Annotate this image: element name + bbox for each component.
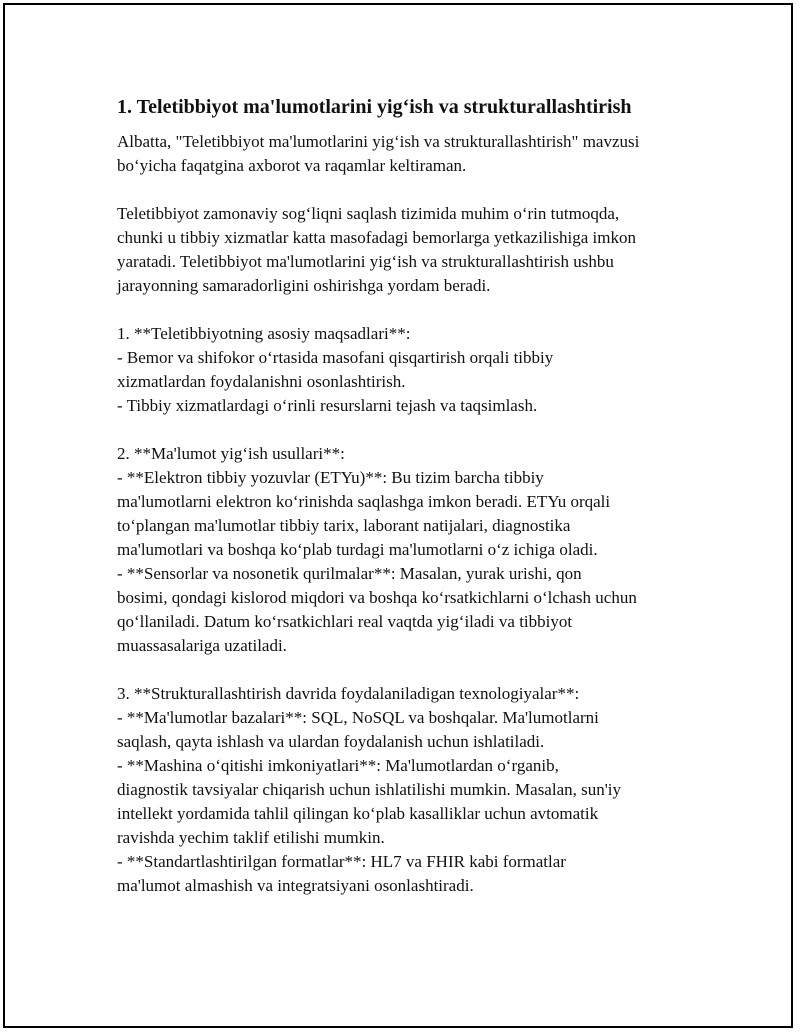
document-title: 1. Teletibbiyot ma'lumotlarini yig‘ish va strukturallashtirish — [117, 96, 632, 118]
section-goals: 1. **Teletibbiyotning asosiy maqsadlari**: - Bemor va shifokor o‘rtasida masofani qisqartirish orqali tibbiy xizmatlardan foydalanishni osonlashtirish. - Tibbiy xizmatlardagi o‘rinli resurslarni tejash va taqsimlash. — [117, 324, 554, 415]
section-collection-methods: 2. **Ma'lumot yig‘ish usullari**: - **Elektron tibbiy yozuvlar (ETYu)**: Bu tizim barcha tibbiy ma'lumotlarni elektron ko‘rinishda saqlashga imkon beradi. ETYu orqali to‘plangan ma'lumotlar tibbiy tarix, laborant natijalari, diagnostika ma'lumotlari va boshqa ko‘plab turdagi ma'lumotlarni o‘z ichiga oladi. - **Sensorlar va nosonetik qurilmalar**: Masalan, yurak urishi, qon bosimi, qondagi kislorod miqdori va boshqa ko‘rsatkichlarni o‘lchash uchun qo‘llaniladi. Datum ko‘rsatkichlari real vaqtda yig‘iladi va tibbiyot muassasalariga uzatiladi. — [117, 444, 637, 655]
paragraph-gap — [117, 178, 692, 202]
document-body — [117, 94, 692, 898]
paragraph-gap — [117, 418, 692, 442]
paragraph-gap — [117, 298, 692, 322]
section-technologies: 3. **Strukturallashtirish davrida foydalaniladigan texnologiyalar**: - **Ma'lumotlar bazalari**: SQL, NoSQL va boshqalar. Ma'lumotlarni saqlash, qayta ishlash va ulardan foydalanish uchun ishlatiladi. - **Mashina o‘qitishi imkoniyatlari**: Ma'lumotlardan o‘rganib, diagnostik tavsiyalar chiqarish uchun ishlatilishi mumkin. Masalan, sun'iy intellekt yordamida tahlil qilingan ko‘plab kasalliklar uchun avtomatik ravishda yechim taklif etilishi mumkin. - **Standartlashtirilgan formatlar**: HL7 va FHIR kabi formatlar ma'lumot almashish va integratsiyani osonlashtiradi. — [117, 684, 622, 895]
intro-paragraph: Albatta, "Teletibbiyot ma'lumotlarini yig‘ish va strukturallashtirish" mavzusi bo‘yicha faqatgina axborot va raqamlar keltiraman. — [117, 132, 640, 175]
context-paragraph: Teletibbiyot zamonaviy sog‘liqni saqlash tizimida muhim o‘rin tutmoqda, chunki u tibbiy xizmatlar katta masofadagi bemorlarga yetkazilishiga imkon yaratadi. Teletibbiyot ma'lumotlarini yig‘ish va strukturallashtirish ushbu jarayonning samaradorligini oshirishga yordam beradi. — [117, 204, 636, 295]
paragraph-gap — [117, 658, 692, 682]
